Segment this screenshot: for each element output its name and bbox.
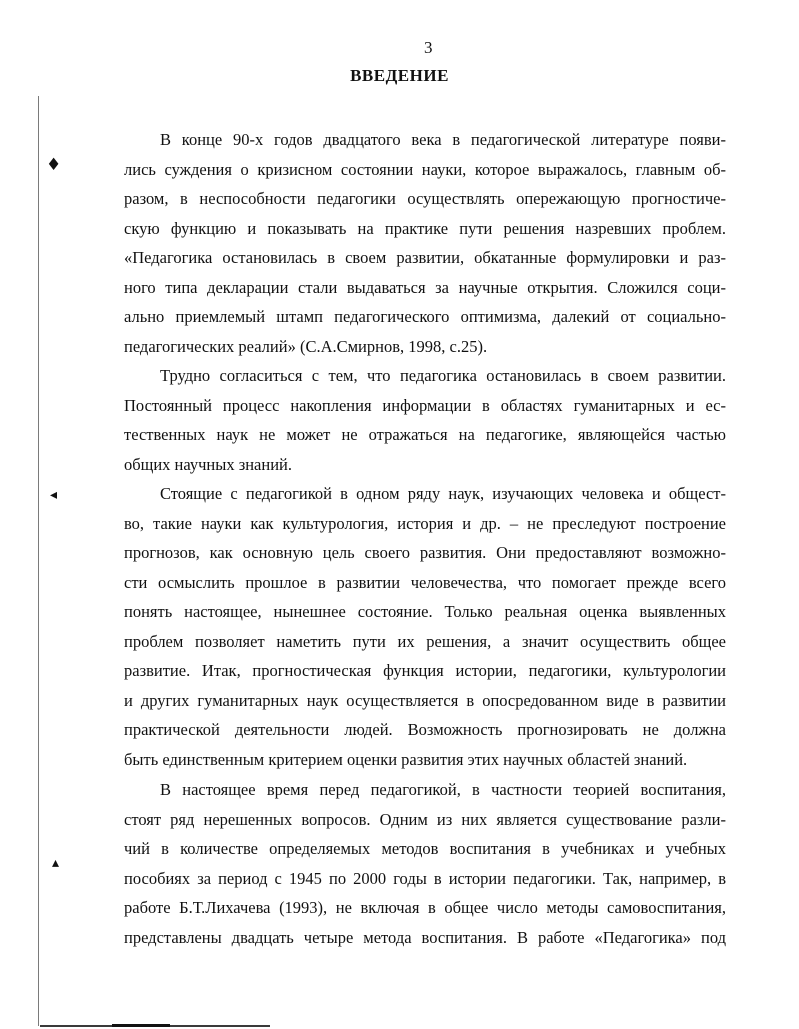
paragraph <box>124 361 726 479</box>
page-heading: ВВЕДЕНИЕ <box>350 66 449 85</box>
text-line: ного типа декларации стали выдаваться за научные открытия. Сложился соци- <box>124 277 726 297</box>
text-line: скую функцию и показывать на практике пути решения назревших проблем. <box>124 218 726 238</box>
text-line: развитие. Итак, прогностическая функция истории, педагогики, культурологии <box>124 661 726 680</box>
page-number: 3 <box>424 38 433 57</box>
text-line: «Педагогика остановилась в своем развитии, обкатанные формулировки и раз- <box>124 248 726 267</box>
text-line: прогнозов, как основную цель своего развития. Они предоставляют возможно- <box>124 543 726 562</box>
text-line: сти осмыслить прошлое в развитии человечества, что помогает прежде всего <box>124 572 726 592</box>
text-line: практической деятельности людей. Возможность прогнозировать не должна <box>124 720 726 739</box>
paragraph <box>124 775 726 952</box>
text-line: во, такие науки как культурология, история и др. – не преследуют построение <box>124 513 726 533</box>
text-line: проблем позволяет наметить пути их решения, а значит осуществить общее <box>124 631 726 651</box>
text-line: общих научных знаний. <box>124 454 292 474</box>
left-margin-rule <box>38 96 39 1026</box>
margin-punch-mark-icon: ◂ <box>50 487 58 503</box>
text-line: и других гуманитарных наук осуществляется в опосредованном виде в развитии <box>124 690 726 710</box>
text-line: Постоянный процесс накопления информации в областях гуманитарных и ес- <box>124 395 726 415</box>
text-line: стоят ряд нерешенных вопросов. Одним из них является существование разли- <box>124 809 726 829</box>
text-line: лись суждения о кризисном состоянии науки, которое выражалось, главным об- <box>124 159 726 179</box>
text-line: Стоящие с педагогикой в одном ряду наук, изучающих человека и общест- <box>160 484 726 503</box>
paragraph <box>124 479 726 774</box>
text-line: В конце 90-х годов двадцатого века в педагогической литературе появи- <box>160 130 726 149</box>
text-line: понять настоящее, нынешнее состояние. Только реальная оценка выявленных <box>124 602 726 621</box>
text-line: ально приемлемый штамп педагогического оптимизма, далекий от социально- <box>124 307 726 326</box>
text-line: Трудно согласиться с тем, что педагогика остановилась в своем развитии. <box>160 366 726 385</box>
margin-punch-mark-icon: ♦ <box>46 155 62 175</box>
text-line: В настоящее время перед педагогикой, в частности теорией воспитания, <box>160 780 726 799</box>
text-line: чий в количестве определяемых методов воспитания в учебниках и учебных <box>124 839 726 858</box>
text-line: разом, в неспособности педагогики осуществлять опережающую прогностиче- <box>124 189 726 208</box>
paragraph <box>124 125 726 361</box>
text-line: педагогических реалий» (С.А.Смирнов, 1998, с.25). <box>124 336 488 356</box>
text-line: представлены двадцать четыре метода воспитания. В работе «Педагогика» под <box>124 927 726 947</box>
text-line: пособиях за период с 1945 по 2000 годы в истории педагогики. Так, например, в <box>124 868 726 888</box>
bottom-scan-rule-accent <box>112 1024 170 1027</box>
margin-punch-mark-icon: ▴ <box>52 855 60 871</box>
text-line: тественных наук не может не отражаться на педагогике, являющейся частью <box>124 425 726 444</box>
text-line: работе Б.Т.Лихачева (1993), не включая в общее число методы самовоспитания, <box>124 898 726 917</box>
text-line: быть единственным критерием оценки развития этих научных областей знаний. <box>124 749 688 769</box>
